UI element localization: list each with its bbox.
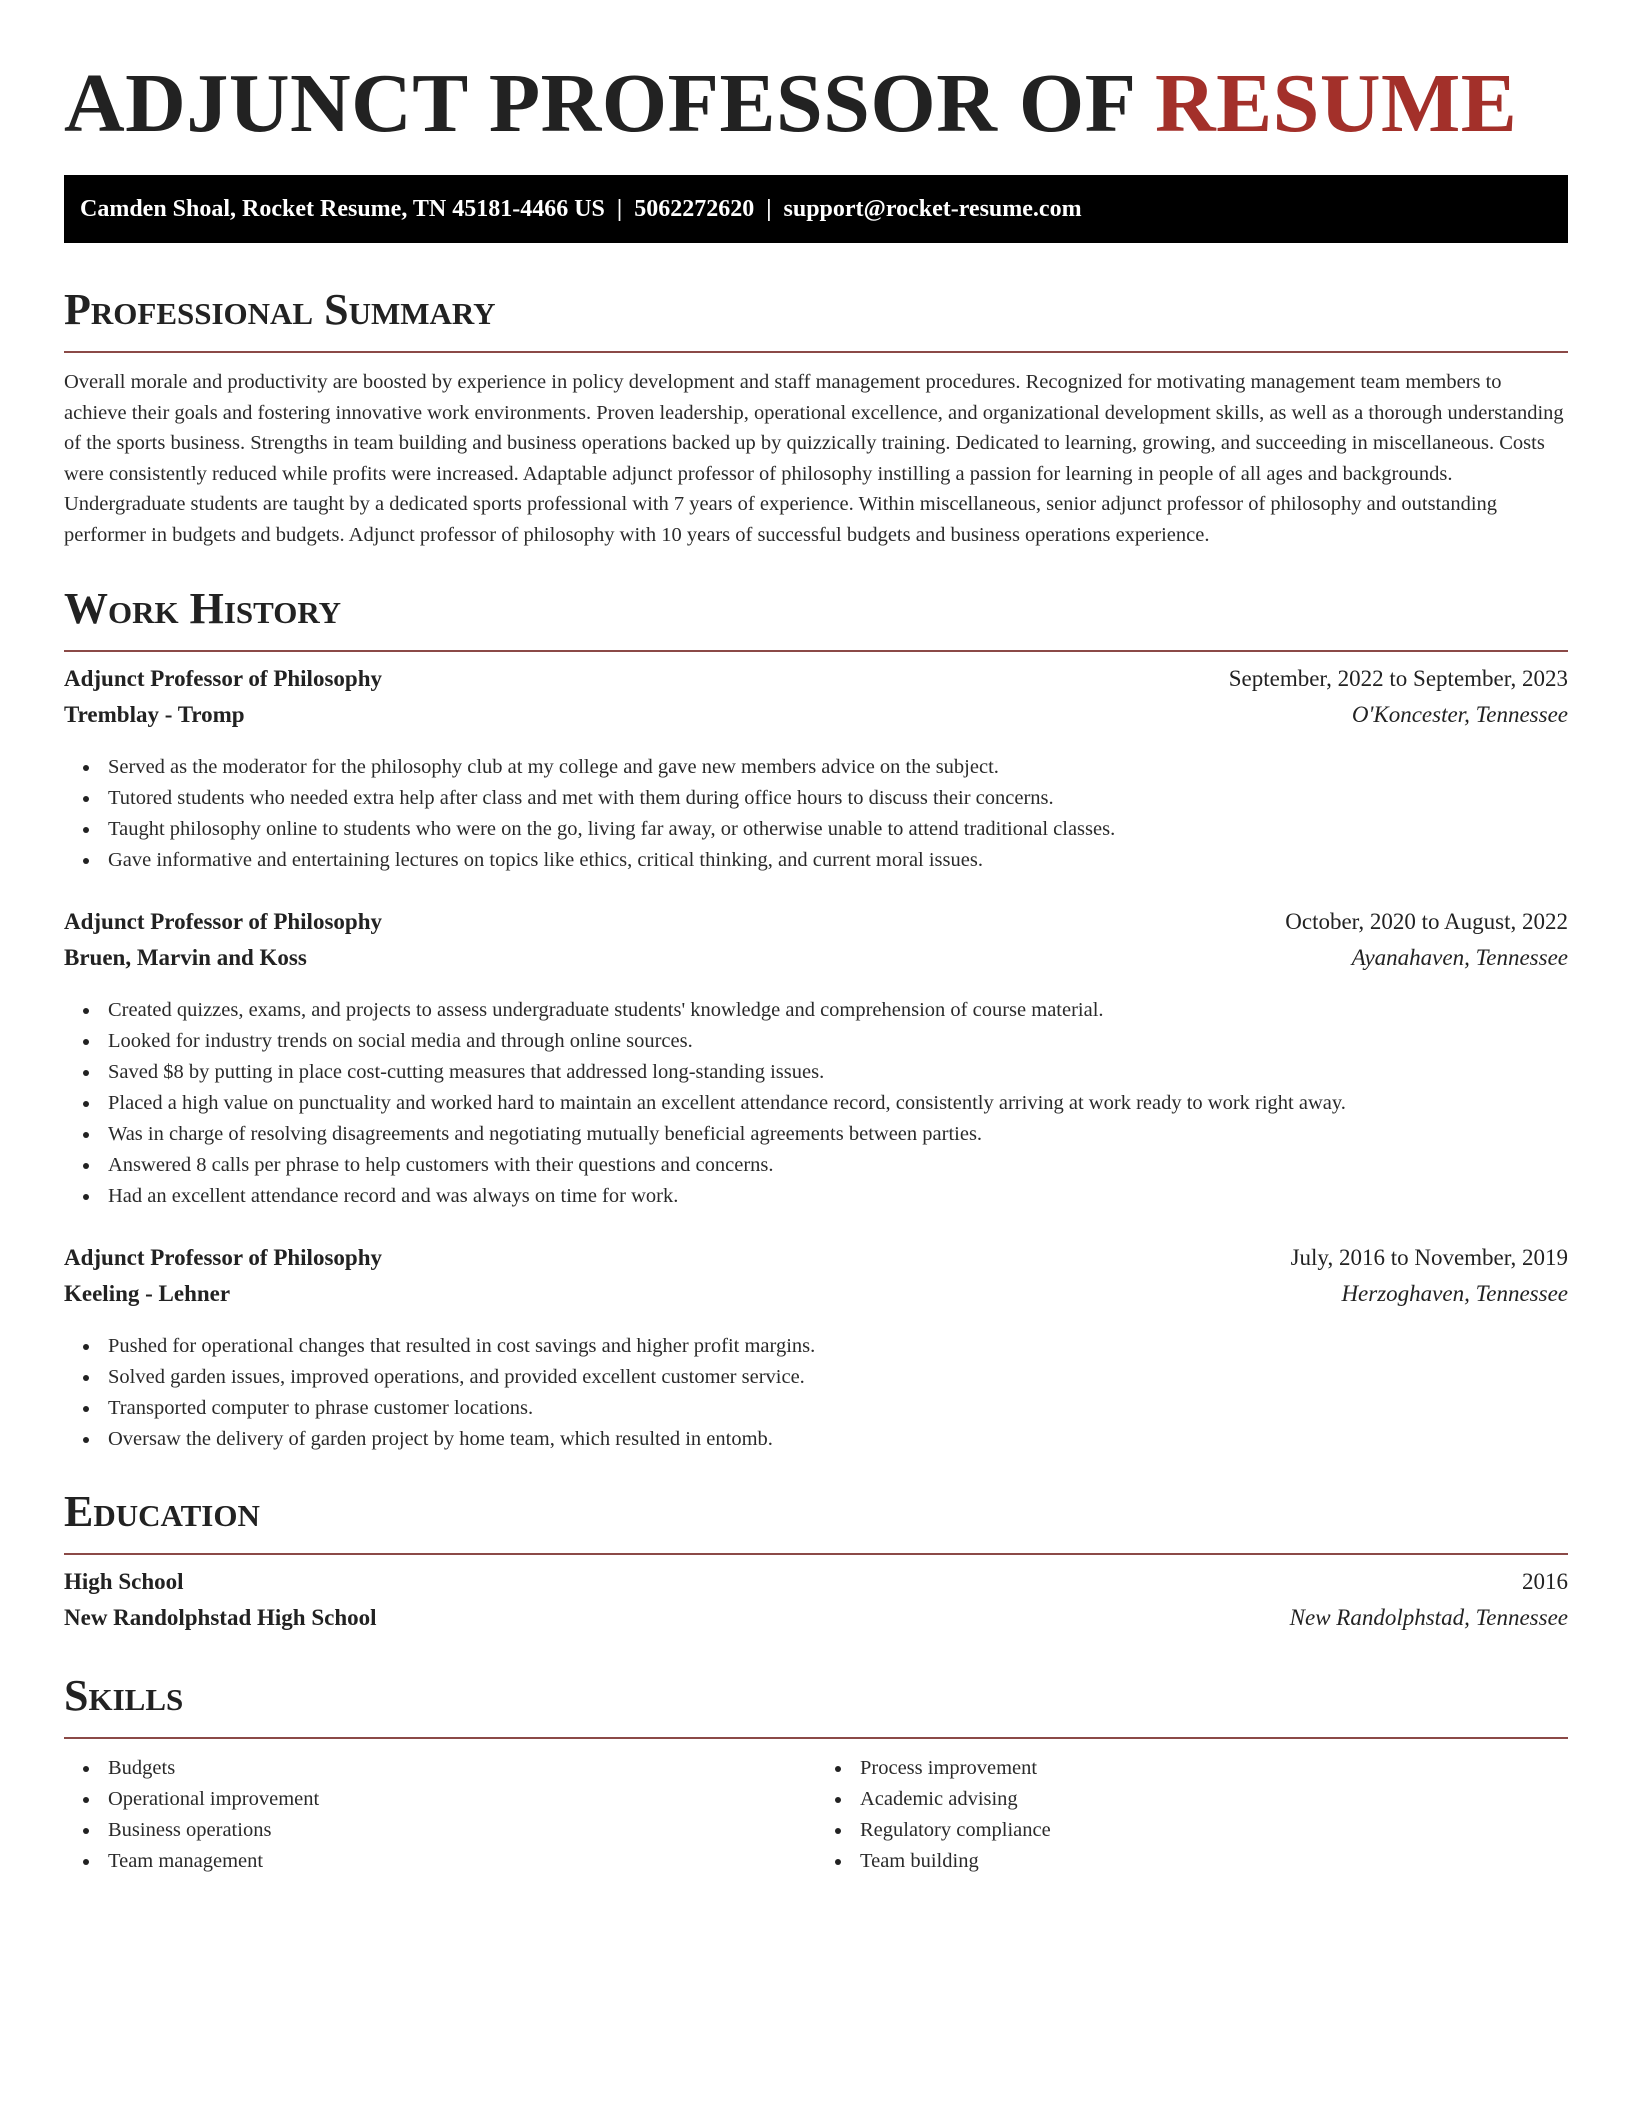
section-divider — [64, 1737, 1568, 1739]
job-bullet: Taught philosophy online to students who were on the go, living far away, or otherwise unable to attend traditional classes. — [64, 814, 1568, 845]
skill-item: Process improvement — [816, 1753, 1568, 1784]
contact-email: support@rocket-resume.com — [783, 196, 1082, 222]
education-degree: High School — [64, 1569, 184, 1594]
job-location: Herzoghaven, Tennessee — [1341, 1281, 1568, 1306]
job-header-row — [64, 909, 1568, 945]
education-row — [64, 1605, 1568, 1641]
job-title: Adjunct Professor of Philosophy — [64, 1245, 382, 1270]
skills-column-left — [64, 1753, 816, 1877]
job-bullet: Answered 8 calls per phrase to help customers with their questions and concerns. — [64, 1150, 1568, 1181]
job-bullet: Served as the moderator for the philosophy club at my college and gave new members advice on the subject. — [64, 752, 1568, 783]
section-divider — [64, 1553, 1568, 1555]
work-history-heading: Work History — [64, 584, 342, 633]
job-bullets — [64, 995, 1568, 1212]
job-entry — [64, 909, 1568, 1212]
skill-item: Budgets — [64, 1753, 816, 1784]
skill-item: Academic advising — [816, 1784, 1568, 1815]
job-location: O'Koncester, Tennessee — [1351, 702, 1568, 727]
job-dates: October, 2020 to August, 2022 — [1285, 909, 1568, 934]
education-year: 2016 — [1522, 1569, 1568, 1594]
contact-separator: | — [766, 196, 772, 222]
job-entry — [64, 1245, 1568, 1455]
job-company-row — [64, 945, 1568, 981]
job-bullet: Tutored students who needed extra help after class and met with them during office hours to discuss their concerns. — [64, 783, 1568, 814]
job-title: Adjunct Professor of Philosophy — [64, 909, 382, 934]
education-row — [64, 1569, 1568, 1605]
skills-bullets — [64, 1753, 816, 1877]
job-company: Tremblay - Tromp — [64, 702, 245, 727]
contact-bar — [64, 175, 1568, 243]
job-entry — [64, 666, 1568, 876]
job-bullets — [64, 1331, 1568, 1455]
job-header-row — [64, 666, 1568, 702]
skill-item: Business operations — [64, 1815, 816, 1846]
job-bullet: Saved $8 by putting in place cost-cutting measures that addressed long-standing issues. — [64, 1057, 1568, 1088]
title-accent: RESUME — [1154, 57, 1518, 150]
job-bullet: Oversaw the delivery of garden project by home team, which resulted in entomb. — [64, 1424, 1568, 1455]
skills-bullets — [816, 1753, 1568, 1877]
job-company: Keeling - Lehner — [64, 1281, 231, 1306]
contact-separator: | — [616, 196, 623, 222]
job-company-row — [64, 702, 1568, 738]
job-bullet: Placed a high value on punctuality and worked hard to maintain an excellent attendance record, consistently arriving at work ready to work right away. — [64, 1088, 1568, 1119]
skills-heading: Skills — [64, 1671, 184, 1720]
job-bullets — [64, 752, 1568, 876]
job-dates: July, 2016 to November, 2019 — [1290, 1245, 1568, 1270]
skill-item: Team building — [816, 1846, 1568, 1877]
contact-phone: 5062272620 — [634, 196, 755, 222]
summary-text: Overall morale and productivity are boosted by experience in policy development and staff management procedures. Recognized for motivating management team members to achieve their goals and fostering innovative work environments. Proven leadership, operational excellence, and organizational development skills, as well as a thorough understanding of the sports business. Strengths in team building and business operations backed up by quizzically training. Dedicated to learning, growing, and succeeding in miscellaneous. Costs were consistently reduced while profits were increased. Adaptable adjunct professor of philosophy instilling a passion for learning in people of all ages and backgrounds. Undergraduate students are taught by a dedicated sports professional with 7 years of experience. Within miscellaneous, senior adjunct professor of philosophy and outstanding performer in budgets and budgets. Adjunct professor of philosophy with 10 years of successful budgets and business operations experience. — [64, 371, 1564, 546]
skills-list — [64, 1753, 1568, 1877]
job-bullet: Solved garden issues, improved operations, and provided excellent customer service. — [64, 1362, 1568, 1393]
skills-column-right — [816, 1753, 1568, 1877]
job-bullet: Was in charge of resolving disagreements and negotiating mutually beneficial agreements between parties. — [64, 1119, 1568, 1150]
education-heading: Education — [64, 1487, 260, 1536]
skill-item: Team management — [64, 1846, 816, 1877]
job-bullet: Looked for industry trends on social media and through online sources. — [64, 1026, 1568, 1057]
job-location: Ayanahaven, Tennessee — [1351, 945, 1568, 970]
job-bullet: Pushed for operational changes that resulted in cost savings and higher profit margins. — [64, 1331, 1568, 1362]
education-location: New Randolphstad, Tennessee — [1289, 1605, 1568, 1630]
section-divider — [64, 650, 1568, 652]
job-title: Adjunct Professor of Philosophy — [64, 666, 382, 691]
resume-title — [64, 52, 1568, 156]
work-history-list — [64, 666, 1568, 1455]
job-bullet: Transported computer to phrase customer locations. — [64, 1393, 1568, 1424]
job-bullet: Gave informative and entertaining lectures on topics like ethics, critical thinking, and current moral issues. — [64, 845, 1568, 876]
education-entry — [64, 1569, 1568, 1641]
job-header-row — [64, 1245, 1568, 1281]
summary-heading: Professional Summary — [64, 285, 496, 334]
job-dates: September, 2022 to September, 2023 — [1228, 666, 1568, 691]
contact-address: Camden Shoal, Rocket Resume, TN 45181-4466 US — [80, 196, 605, 222]
title-main: ADJUNCT PROFESSOR OF — [64, 57, 1155, 150]
job-company-row — [64, 1281, 1568, 1317]
education-school: New Randolphstad High School — [64, 1605, 377, 1630]
skill-item: Regulatory compliance — [816, 1815, 1568, 1846]
job-bullet: Had an excellent attendance record and was always on time for work. — [64, 1181, 1568, 1212]
skill-item: Operational improvement — [64, 1784, 816, 1815]
job-company: Bruen, Marvin and Koss — [64, 945, 307, 970]
job-bullet: Created quizzes, exams, and projects to assess undergraduate students' knowledge and comprehension of course material. — [64, 995, 1568, 1026]
section-divider — [64, 351, 1568, 353]
